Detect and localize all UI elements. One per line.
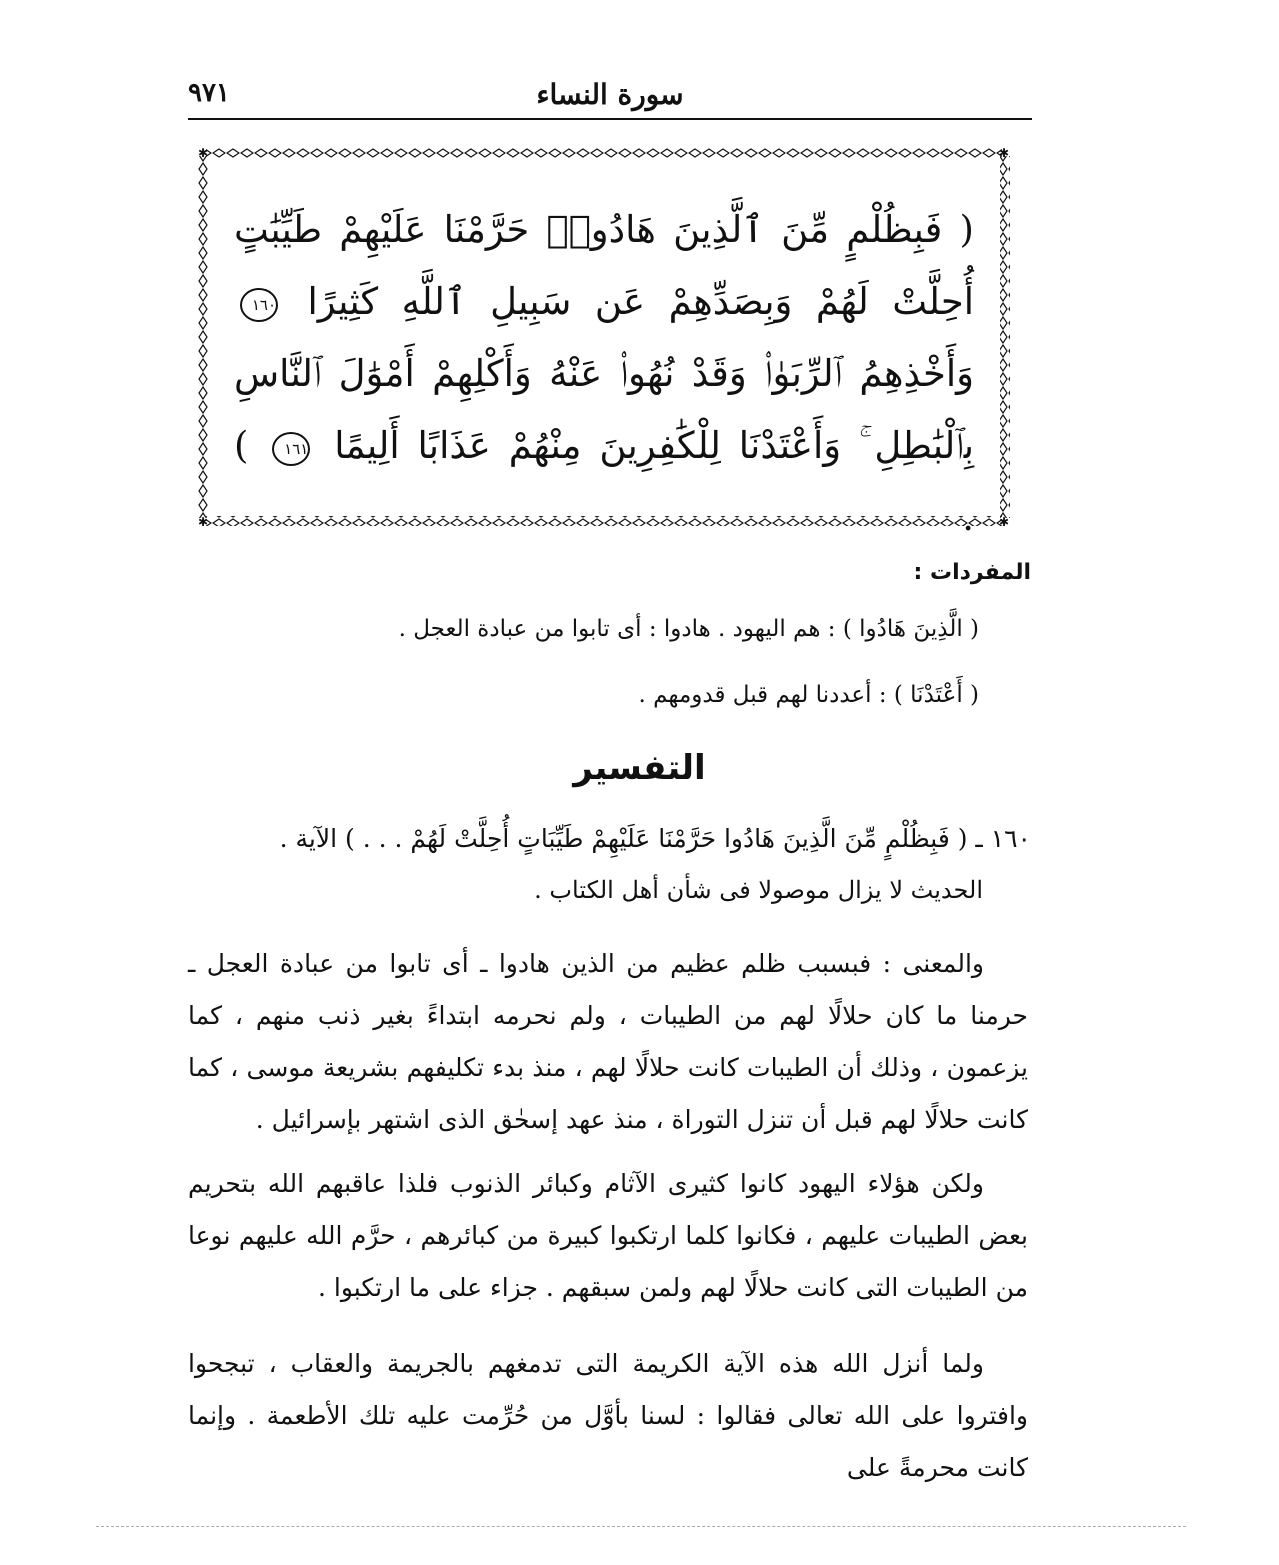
tafsir-paragraph: ولكن هؤلاء اليهود كانوا كثيرى الآثام وكبائر الذنوب فلذا عاقبهم الله بتحريم بعض الطيبات عليهم ، فكانوا كلما ارتكبوا كبيرة من كبائرهم ، حرَّم الله عليهم نوعا من الطيبات التى كانت حلالًا لهم ولمن سبقهم . جزاء على ما ارتكبوا . bbox=[188, 1169, 1028, 1302]
verse-part-1: ( فَبِظُلْمٍ مِّنَ ٱلَّذِينَ هَادُوا۟ حَرَّمْنَا عَلَيْهِمْ طَيِّبَٰتٍ أُحِلَّتْ لَهُمْ وَبِصَدِّهِمْ عَن سَبِيلِ ٱللَّهِ كَثِيرًا bbox=[234, 208, 974, 323]
verse-reference: ١٦٠ ـ ( فَبِظُلْمٍ مِّنَ الَّذِينَ هَادُوا حَرَّمْنَا عَلَيْهِمْ طَيِّبَاتٍ أُحِلَّتْ لَهُمْ . . . ) الآية . bbox=[279, 824, 1031, 853]
quran-verse-text bbox=[234, 194, 974, 554]
vocabulary-item: ( أَعْتَدْنَا ) : أعددنا لهم قبل قدومهم . bbox=[638, 682, 979, 708]
tafsir-heading: التفسير bbox=[573, 748, 706, 788]
footer-rule bbox=[96, 1526, 1186, 1527]
header-rule bbox=[188, 118, 1032, 120]
verse-end: ) . bbox=[234, 424, 974, 539]
intro-line: الحديث لا يزال موصولا فى شأن أهل الكتاب . bbox=[534, 876, 983, 904]
ayah-number-161: ١٦١ bbox=[272, 432, 310, 466]
tafsir-paragraph: ولما أنزل الله هذه الآية الكريمة التى تدمغهم بالجريمة والعقاب ، تبجحوا وافتروا على الله تعالى فقالوا : لسنا بأوَّل من حُرِّمت عليه تلك الأطعمة . وإنما كانت محرمةً على bbox=[188, 1349, 1028, 1482]
page-number: ٩٧١ bbox=[188, 78, 230, 108]
verse-part-2: وَأَخْذِهِمُ ٱلرِّبَوٰا۟ وَقَدْ نُهُوا۟ عَنْهُ وَأَكْلِهِمْ أَمْوَٰلَ ٱلنَّاسِ بِٱلْبَٰطِلِ ۚ وَأَعْتَدْنَا لِلْكَٰفِرِينَ مِنْهُمْ عَذَابًا أَلِيمًا bbox=[234, 352, 975, 467]
vocabulary-heading: المفردات : bbox=[913, 560, 1031, 585]
page-header bbox=[188, 70, 1032, 122]
ayah-number-160: ١٦٠ bbox=[240, 288, 278, 322]
svg-text:✱: ✱ bbox=[999, 515, 1010, 526]
svg-text:✱: ✱ bbox=[198, 515, 209, 526]
svg-text:✱: ✱ bbox=[999, 148, 1010, 160]
surah-title: سورة النساء bbox=[536, 78, 684, 111]
vocabulary-item: ( الَّذِينَ هَادُوا ) : هم اليهود . هادوا : أى تابوا من عبادة العجل . bbox=[398, 616, 979, 642]
svg-text:✱: ✱ bbox=[198, 148, 209, 160]
tafsir-paragraph: والمعنى : فبسبب ظلم عظيم من الذين هادوا ـ أى تابوا من عبادة العجل ـ حرمنا ما كان حلالًا لهم من الطيبات ، ولم نحرمه ابتداءً بغير ذنب منهم ، كما يزعمون ، وذلك أن الطيبات كانت حلالًا لهم ، منذ بدء تكليفهم بشريعة موسى ، كما كانت حلالًا لهم قبل أن تنزل التوراة ، منذ عهد إسحٰق الذى اشتهر بإسرائيل . bbox=[188, 949, 1028, 1134]
verse-frame bbox=[198, 148, 1010, 539]
